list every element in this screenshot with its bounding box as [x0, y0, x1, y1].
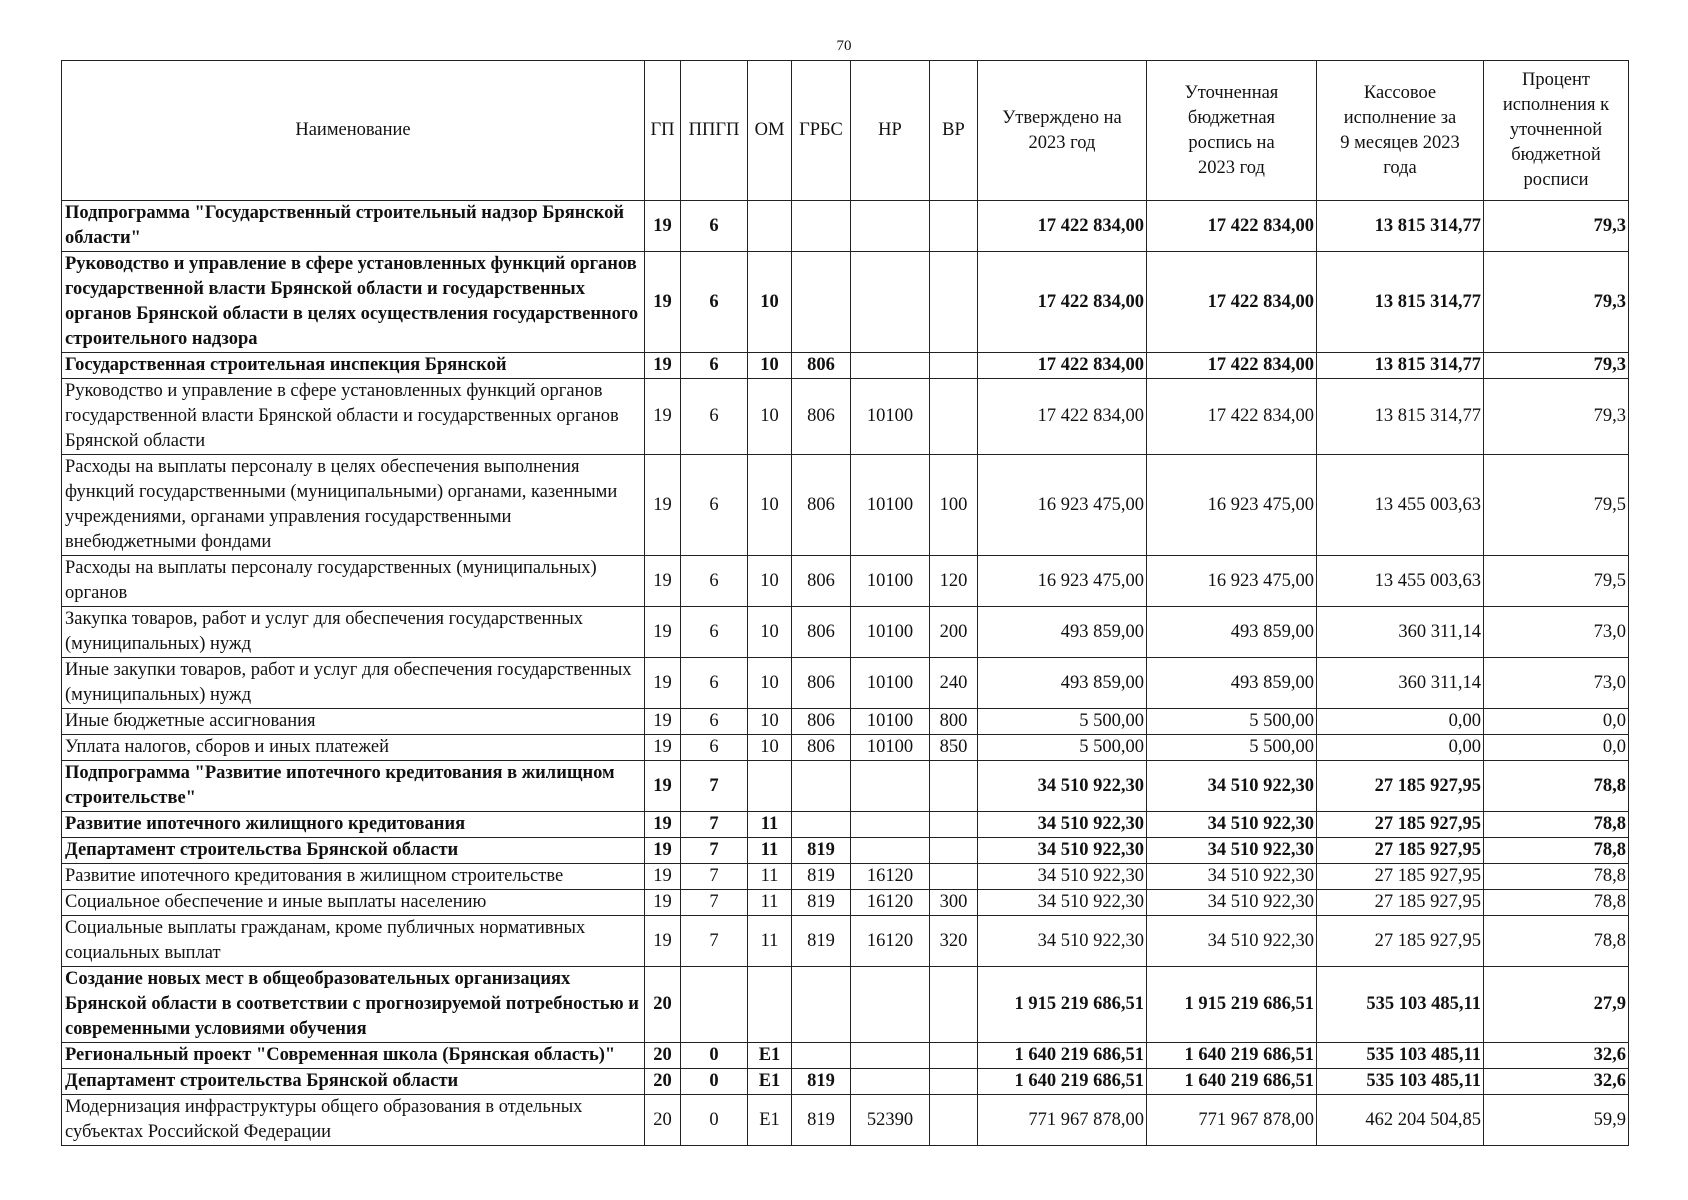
cell-nr: 16120: [851, 890, 930, 916]
cell-om: 10: [748, 709, 792, 735]
cell-nr: 10100: [851, 556, 930, 607]
cell-gp: 19: [645, 607, 681, 658]
cell-gp: 19: [645, 353, 681, 379]
cell-refined: 34 510 922,30: [1147, 838, 1317, 864]
cell-refined: 16 923 475,00: [1147, 556, 1317, 607]
cell-cash: 462 204 504,85: [1317, 1095, 1484, 1146]
cell-refined: 34 510 922,30: [1147, 761, 1317, 812]
cell-ppgp: 6: [681, 252, 748, 353]
table-row: [62, 556, 1629, 607]
cell-name: Закупка товаров, работ и услуг для обеспечения государственных (муниципальных) нужд: [62, 607, 645, 658]
cell-name: Региональный проект "Современная школа (Брянская область)": [62, 1043, 645, 1069]
cell-percent: 79,3: [1484, 353, 1629, 379]
cell-name: Социальное обеспечение и иные выплаты населению: [62, 890, 645, 916]
cell-approved: 16 923 475,00: [978, 455, 1147, 556]
cell-gp: 19: [645, 838, 681, 864]
table-row: [62, 252, 1629, 353]
cell-vr: [930, 201, 978, 252]
cell-name: Развитие ипотечного жилищного кредитования: [62, 812, 645, 838]
cell-name: Департамент строительства Брянской области: [62, 1069, 645, 1095]
cell-name: Департамент строительства Брянской области: [62, 838, 645, 864]
cell-nr: [851, 201, 930, 252]
cell-nr: [851, 252, 930, 353]
cell-om: E1: [748, 1095, 792, 1146]
table-row: [62, 916, 1629, 967]
cell-name: Расходы на выплаты персоналу государственных (муниципальных) органов: [62, 556, 645, 607]
cell-cash: 13 455 003,63: [1317, 455, 1484, 556]
cell-approved: 16 923 475,00: [978, 556, 1147, 607]
cell-percent: 0,0: [1484, 709, 1629, 735]
cell-ppgp: 6: [681, 556, 748, 607]
cell-nr: [851, 1069, 930, 1095]
cell-refined: 16 923 475,00: [1147, 455, 1317, 556]
cell-percent: 79,3: [1484, 201, 1629, 252]
cell-om: E1: [748, 1043, 792, 1069]
page-number: 70: [836, 38, 852, 54]
cell-ppgp: 6: [681, 353, 748, 379]
cell-ppgp: 7: [681, 761, 748, 812]
cell-percent: 73,0: [1484, 658, 1629, 709]
cell-refined: 34 510 922,30: [1147, 812, 1317, 838]
cell-gp: 19: [645, 379, 681, 455]
cell-cash: 27 185 927,95: [1317, 812, 1484, 838]
cell-cash: 27 185 927,95: [1317, 916, 1484, 967]
cell-percent: 59,9: [1484, 1095, 1629, 1146]
cell-gp: 19: [645, 556, 681, 607]
cell-approved: 5 500,00: [978, 709, 1147, 735]
table-row: [62, 967, 1629, 1043]
cell-percent: 27,9: [1484, 967, 1629, 1043]
cell-om: 11: [748, 864, 792, 890]
cell-om: 10: [748, 658, 792, 709]
cell-percent: 32,6: [1484, 1069, 1629, 1095]
cell-refined: 1 640 219 686,51: [1147, 1043, 1317, 1069]
cell-gp: 19: [645, 658, 681, 709]
cell-approved: 17 422 834,00: [978, 353, 1147, 379]
cell-name: Руководство и управление в сфере установленных функций органов государственной власти Брянской области и государственных органов Брянской области: [62, 379, 645, 455]
cell-om: E1: [748, 1069, 792, 1095]
cell-ppgp: 7: [681, 916, 748, 967]
table-row: [62, 607, 1629, 658]
cell-refined: 34 510 922,30: [1147, 864, 1317, 890]
table-row: [62, 1043, 1629, 1069]
cell-om: [748, 761, 792, 812]
cell-name: Создание новых мест в общеобразовательных организациях Брянской области в соответствии с прогнозируемой потребностью и современными условиями обучения: [62, 967, 645, 1043]
cell-ppgp: 6: [681, 201, 748, 252]
header-gp: ГП: [645, 61, 681, 201]
cell-vr: 850: [930, 735, 978, 761]
cell-ppgp: 7: [681, 812, 748, 838]
cell-ppgp: 7: [681, 890, 748, 916]
cell-grbs: [792, 201, 851, 252]
table-row: [62, 353, 1629, 379]
table-row: [62, 455, 1629, 556]
cell-ppgp: 6: [681, 658, 748, 709]
cell-cash: 13 815 314,77: [1317, 252, 1484, 353]
table-row: [62, 1069, 1629, 1095]
cell-refined: 771 967 878,00: [1147, 1095, 1317, 1146]
cell-gp: 19: [645, 455, 681, 556]
cell-om: 11: [748, 890, 792, 916]
cell-gp: 20: [645, 1043, 681, 1069]
cell-percent: 78,8: [1484, 838, 1629, 864]
cell-nr: 52390: [851, 1095, 930, 1146]
cell-percent: 78,8: [1484, 864, 1629, 890]
cell-approved: 5 500,00: [978, 735, 1147, 761]
header-refined: Уточненная бюджетная роспись на 2023 год: [1147, 61, 1317, 201]
cell-approved: 493 859,00: [978, 607, 1147, 658]
cell-grbs: 806: [792, 379, 851, 455]
cell-vr: [930, 761, 978, 812]
cell-vr: 240: [930, 658, 978, 709]
cell-grbs: 806: [792, 735, 851, 761]
cell-grbs: 819: [792, 1069, 851, 1095]
cell-vr: 120: [930, 556, 978, 607]
cell-om: 10: [748, 735, 792, 761]
cell-name: Модернизация инфраструктуры общего образования в отдельных субъектах Российской Федерации: [62, 1095, 645, 1146]
header-percent: Процент исполнения к уточненной бюджетной росписи: [1484, 61, 1629, 201]
cell-cash: 13 815 314,77: [1317, 353, 1484, 379]
cell-grbs: [792, 967, 851, 1043]
cell-approved: 1 915 219 686,51: [978, 967, 1147, 1043]
cell-vr: [930, 1043, 978, 1069]
cell-cash: 27 185 927,95: [1317, 838, 1484, 864]
cell-percent: 32,6: [1484, 1043, 1629, 1069]
cell-vr: 800: [930, 709, 978, 735]
cell-vr: 320: [930, 916, 978, 967]
table-header-row: [62, 61, 1629, 201]
cell-percent: 79,5: [1484, 556, 1629, 607]
table-row: [62, 864, 1629, 890]
cell-gp: 19: [645, 201, 681, 252]
cell-grbs: 806: [792, 455, 851, 556]
cell-approved: 34 510 922,30: [978, 916, 1147, 967]
cell-gp: 20: [645, 1095, 681, 1146]
header-ppgp: ППГП: [681, 61, 748, 201]
cell-approved: 17 422 834,00: [978, 201, 1147, 252]
cell-approved: 1 640 219 686,51: [978, 1069, 1147, 1095]
cell-grbs: 819: [792, 1095, 851, 1146]
cell-gp: 19: [645, 735, 681, 761]
cell-grbs: 806: [792, 658, 851, 709]
cell-cash: 13 815 314,77: [1317, 379, 1484, 455]
cell-approved: 493 859,00: [978, 658, 1147, 709]
cell-vr: [930, 1069, 978, 1095]
cell-ppgp: 0: [681, 1095, 748, 1146]
cell-vr: [930, 864, 978, 890]
cell-ppgp: 7: [681, 864, 748, 890]
cell-cash: 27 185 927,95: [1317, 761, 1484, 812]
table-row: [62, 201, 1629, 252]
cell-approved: 34 510 922,30: [978, 864, 1147, 890]
table-row: [62, 761, 1629, 812]
header-vr: ВР: [930, 61, 978, 201]
table-row: [62, 735, 1629, 761]
cell-om: 10: [748, 607, 792, 658]
cell-approved: 34 510 922,30: [978, 890, 1147, 916]
cell-ppgp: 6: [681, 735, 748, 761]
cell-name: Государственная строительная инспекция Брянской: [62, 353, 645, 379]
cell-nr: [851, 838, 930, 864]
table-row: [62, 1095, 1629, 1146]
cell-refined: 34 510 922,30: [1147, 916, 1317, 967]
table-row: [62, 812, 1629, 838]
cell-ppgp: 6: [681, 607, 748, 658]
cell-vr: 200: [930, 607, 978, 658]
cell-grbs: 806: [792, 709, 851, 735]
cell-approved: 17 422 834,00: [978, 252, 1147, 353]
cell-approved: 34 510 922,30: [978, 838, 1147, 864]
cell-approved: 34 510 922,30: [978, 761, 1147, 812]
cell-name: Расходы на выплаты персоналу в целях обеспечения выполнения функций государственными (муниципальными) органами, казенными учреждениями, органами управления государственными внебюджетными фондами: [62, 455, 645, 556]
header-grbs: ГРБС: [792, 61, 851, 201]
cell-gp: 19: [645, 916, 681, 967]
header-nr: НР: [851, 61, 930, 201]
cell-cash: 13 455 003,63: [1317, 556, 1484, 607]
cell-ppgp: 7: [681, 838, 748, 864]
cell-om: 11: [748, 838, 792, 864]
cell-approved: 771 967 878,00: [978, 1095, 1147, 1146]
cell-nr: 10100: [851, 455, 930, 556]
cell-name: Развитие ипотечного кредитования в жилищном строительстве: [62, 864, 645, 890]
cell-vr: [930, 838, 978, 864]
cell-om: 10: [748, 252, 792, 353]
cell-vr: 100: [930, 455, 978, 556]
cell-grbs: 819: [792, 890, 851, 916]
cell-nr: 16120: [851, 864, 930, 890]
cell-percent: 78,8: [1484, 761, 1629, 812]
cell-cash: 0,00: [1317, 735, 1484, 761]
cell-nr: [851, 1043, 930, 1069]
budget-execution-table: [61, 60, 1629, 1146]
cell-name: Социальные выплаты гражданам, кроме публичных нормативных социальных выплат: [62, 916, 645, 967]
cell-vr: [930, 1095, 978, 1146]
cell-approved: 34 510 922,30: [978, 812, 1147, 838]
cell-ppgp: 6: [681, 379, 748, 455]
cell-name: Иные закупки товаров, работ и услуг для обеспечения государственных (муниципальных) нужд: [62, 658, 645, 709]
cell-ppgp: 0: [681, 1069, 748, 1095]
cell-percent: 78,8: [1484, 916, 1629, 967]
cell-percent: 79,3: [1484, 379, 1629, 455]
cell-grbs: 819: [792, 838, 851, 864]
header-name: Наименование: [62, 61, 645, 201]
cell-grbs: 806: [792, 556, 851, 607]
cell-refined: 17 422 834,00: [1147, 379, 1317, 455]
cell-nr: [851, 812, 930, 838]
table-row: [62, 838, 1629, 864]
cell-percent: 0,0: [1484, 735, 1629, 761]
cell-cash: 535 103 485,11: [1317, 1069, 1484, 1095]
cell-refined: 1 915 219 686,51: [1147, 967, 1317, 1043]
cell-percent: 79,3: [1484, 252, 1629, 353]
cell-nr: 10100: [851, 607, 930, 658]
cell-vr: [930, 967, 978, 1043]
cell-om: 10: [748, 379, 792, 455]
table-body: [62, 201, 1629, 1146]
cell-percent: 78,8: [1484, 812, 1629, 838]
cell-om: 11: [748, 916, 792, 967]
cell-nr: [851, 353, 930, 379]
cell-vr: 300: [930, 890, 978, 916]
cell-refined: 1 640 219 686,51: [1147, 1069, 1317, 1095]
cell-gp: 19: [645, 890, 681, 916]
cell-grbs: 806: [792, 353, 851, 379]
table-row: [62, 379, 1629, 455]
cell-cash: 0,00: [1317, 709, 1484, 735]
cell-nr: [851, 761, 930, 812]
cell-gp: 19: [645, 812, 681, 838]
cell-refined: 5 500,00: [1147, 709, 1317, 735]
cell-grbs: 819: [792, 864, 851, 890]
cell-grbs: 806: [792, 607, 851, 658]
cell-grbs: [792, 1043, 851, 1069]
cell-cash: 360 311,14: [1317, 658, 1484, 709]
header-om: ОМ: [748, 61, 792, 201]
cell-ppgp: 6: [681, 709, 748, 735]
cell-cash: 27 185 927,95: [1317, 864, 1484, 890]
cell-ppgp: 0: [681, 1043, 748, 1069]
cell-om: [748, 967, 792, 1043]
cell-approved: 1 640 219 686,51: [978, 1043, 1147, 1069]
cell-cash: 27 185 927,95: [1317, 890, 1484, 916]
cell-percent: 78,8: [1484, 890, 1629, 916]
cell-percent: 79,5: [1484, 455, 1629, 556]
cell-name: Руководство и управление в сфере установленных функций органов государственной власти Брянской области и государственных органов Брянской области в целях осуществления государственного строительного надзора: [62, 252, 645, 353]
cell-nr: 10100: [851, 658, 930, 709]
cell-approved: 17 422 834,00: [978, 379, 1147, 455]
cell-ppgp: 6: [681, 455, 748, 556]
header-cash: Кассовое исполнение за 9 месяцев 2023 года: [1317, 61, 1484, 201]
cell-om: 11: [748, 812, 792, 838]
cell-cash: 13 815 314,77: [1317, 201, 1484, 252]
cell-vr: [930, 252, 978, 353]
cell-nr: 10100: [851, 735, 930, 761]
table-row: [62, 658, 1629, 709]
cell-om: 10: [748, 353, 792, 379]
cell-name: Уплата налогов, сборов и иных платежей: [62, 735, 645, 761]
cell-refined: 17 422 834,00: [1147, 353, 1317, 379]
cell-grbs: [792, 761, 851, 812]
cell-gp: 19: [645, 864, 681, 890]
cell-refined: 5 500,00: [1147, 735, 1317, 761]
cell-ppgp: [681, 967, 748, 1043]
cell-refined: 34 510 922,30: [1147, 890, 1317, 916]
table-row: [62, 709, 1629, 735]
cell-vr: [930, 812, 978, 838]
cell-grbs: [792, 252, 851, 353]
cell-nr: [851, 967, 930, 1043]
table-row: [62, 890, 1629, 916]
cell-refined: 493 859,00: [1147, 658, 1317, 709]
cell-nr: 10100: [851, 709, 930, 735]
cell-grbs: 819: [792, 916, 851, 967]
cell-gp: 20: [645, 967, 681, 1043]
cell-name: Подпрограмма "Развитие ипотечного кредитования в жилищном строительстве": [62, 761, 645, 812]
cell-cash: 535 103 485,11: [1317, 1043, 1484, 1069]
cell-cash: 360 311,14: [1317, 607, 1484, 658]
header-approved: Утверждено на 2023 год: [978, 61, 1147, 201]
cell-om: 10: [748, 455, 792, 556]
cell-vr: [930, 379, 978, 455]
cell-vr: [930, 353, 978, 379]
cell-grbs: [792, 812, 851, 838]
cell-name: Подпрограмма "Государственный строительный надзор Брянской области": [62, 201, 645, 252]
cell-gp: 19: [645, 709, 681, 735]
cell-cash: 535 103 485,11: [1317, 967, 1484, 1043]
cell-percent: 73,0: [1484, 607, 1629, 658]
cell-gp: 20: [645, 1069, 681, 1095]
cell-refined: 493 859,00: [1147, 607, 1317, 658]
cell-gp: 19: [645, 252, 681, 353]
cell-nr: 16120: [851, 916, 930, 967]
cell-refined: 17 422 834,00: [1147, 252, 1317, 353]
cell-om: 10: [748, 556, 792, 607]
cell-gp: 19: [645, 761, 681, 812]
cell-nr: 10100: [851, 379, 930, 455]
cell-om: [748, 201, 792, 252]
cell-name: Иные бюджетные ассигнования: [62, 709, 645, 735]
cell-refined: 17 422 834,00: [1147, 201, 1317, 252]
